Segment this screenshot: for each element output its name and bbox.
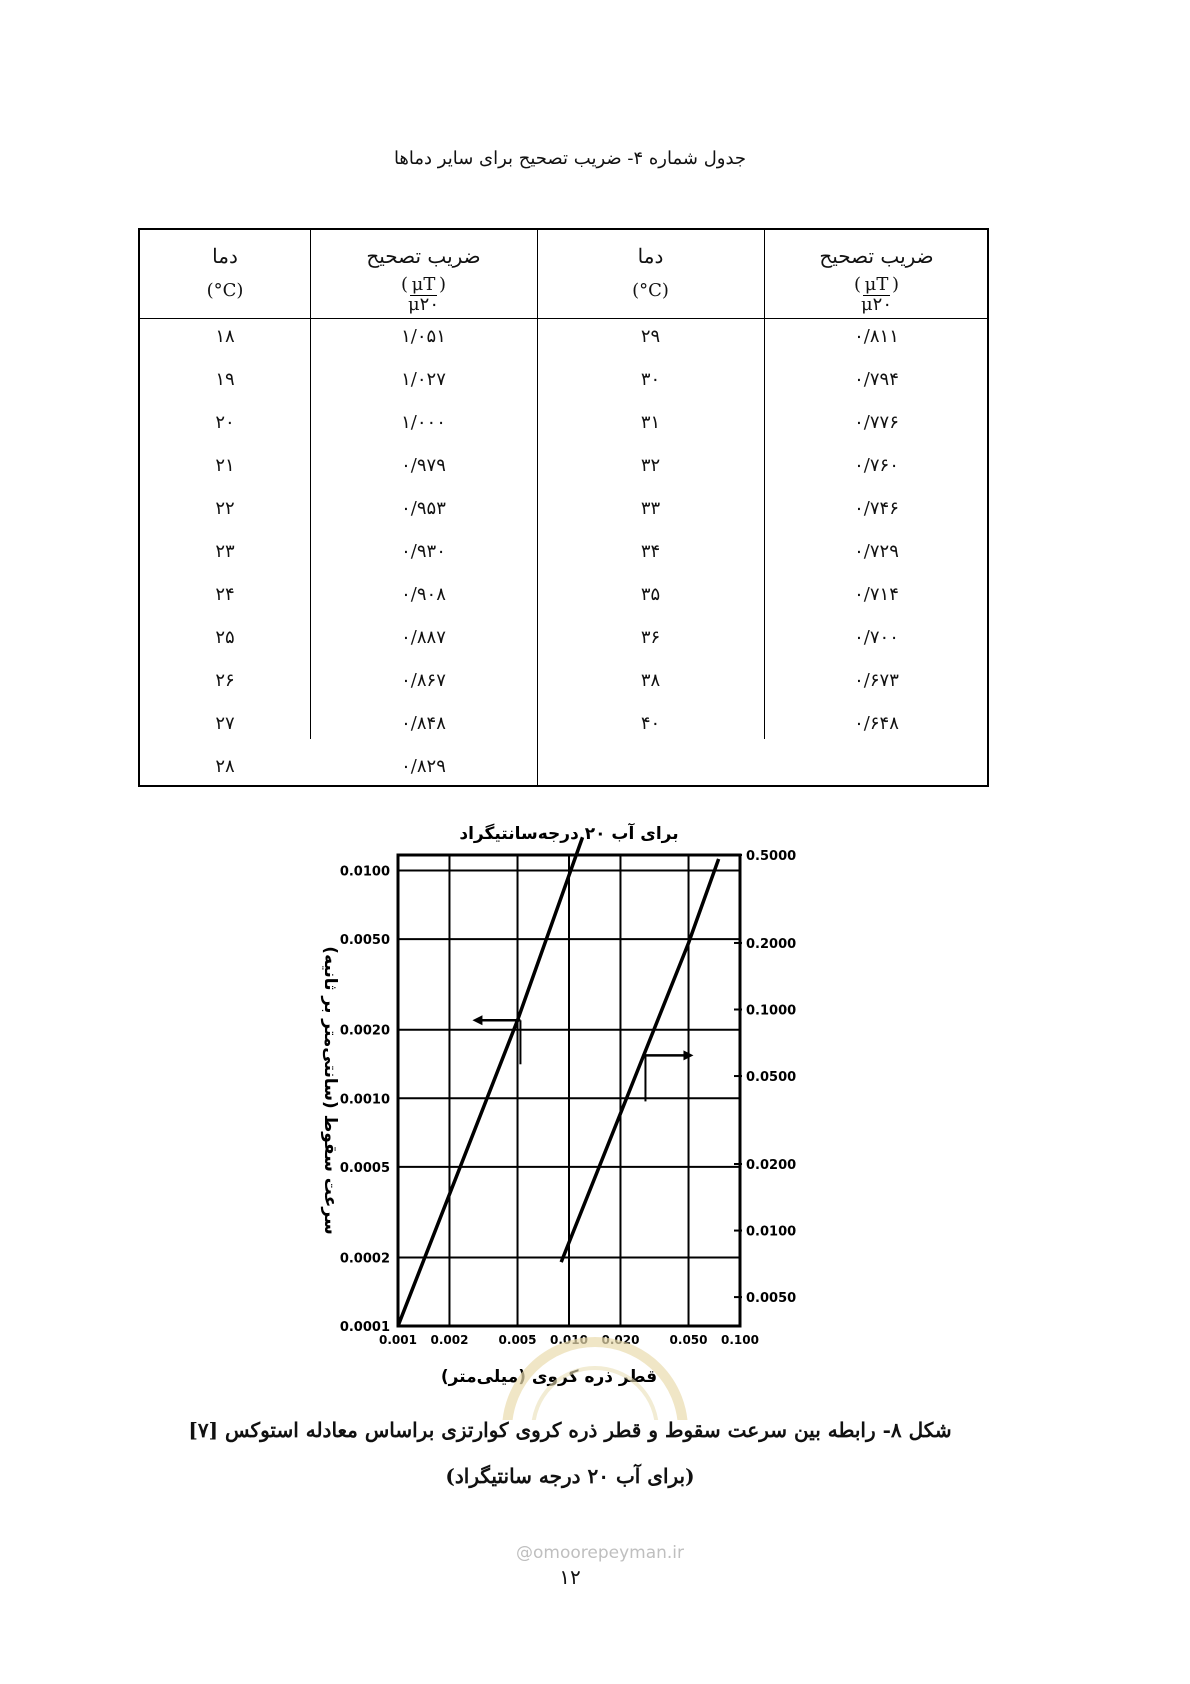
header-factor-label: ضریب تصحیح [366,244,481,268]
y-left-tick-label: 0.0010 [339,1092,390,1108]
header-temp-label: دما [637,244,664,268]
temp-cell: ۳۶ [640,627,661,648]
x-tick-label: 0.002 [430,1333,469,1347]
temp-cell: ۲۷ [215,713,235,734]
factor-cell: ۰/۸۸۷ [401,627,446,648]
temp-cell: ۲۶ [215,670,235,691]
header-temp-unit: (°C) [206,280,244,301]
y-right-tick-label: 0.1000 [746,1003,797,1019]
x-tick-label: 0.050 [669,1333,708,1347]
temp-cell: ۲۸ [215,756,235,777]
left-axis-arrowhead [472,1015,482,1025]
factor-cell: ۱/۰۰۰ [401,412,446,433]
header-factor-label: ضریب تصحیح [819,244,934,268]
y-right-tick-label: 0.0100 [746,1224,797,1240]
y-left-tick-label: 0.0005 [339,1160,390,1176]
temp-cell: ۳۵ [640,584,661,605]
y-left-tick-label: 0.0001 [339,1320,390,1335]
figure-caption-subtitle: (برای آب ۲۰ درجه سانتیگراد) [445,1464,695,1488]
temp-cell: ۴۰ [640,713,661,734]
series-line-right [561,859,718,1262]
temp-cell: ۱۸ [215,326,235,347]
factor-cell: ۰/۶۴۸ [854,713,899,734]
temp-cell: ۳۴ [640,541,661,562]
temp-cell: ۲۴ [215,584,235,605]
factor-cell: ۰/۷۰۰ [854,627,899,648]
factor-cell: ۰/۷۱۴ [854,584,899,605]
factor-cell: ۰/۹۷۹ [401,455,446,476]
fraction-denominator: μ۲۰ [860,294,893,315]
series-line-left [398,837,583,1326]
temp-cell: ۲۱ [215,455,235,476]
x-axis-label: قطر ذره کروی (میلی‌متر) [440,1367,658,1387]
x-tick-label: 0.010 [550,1333,588,1347]
factor-cell: ۰/۸۴۸ [401,713,446,734]
factor-cell: ۰/۹۰۸ [401,584,446,605]
x-tick-label: 0.100 [721,1333,759,1347]
header-factor-fraction: ($\frac{\mu T}{\mu ۲۰}$ ) [400,274,447,315]
x-tick-label: 0.005 [498,1333,537,1347]
header-factor-fraction: ($\frac{\mu T}{\mu ۲۰}$ ) [853,274,900,315]
header-temp-label: دما [212,244,238,268]
temp-cell: ۳۸ [640,670,661,691]
header-temp-unit: (°C) [632,280,669,301]
factor-cell: ۰/۸۲۹ [401,756,446,777]
factor-cell: ۰/۸۶۷ [401,670,446,691]
figure-caption: شکل ۸- رابطه بین سرعت سقوط و قطر ذره کروی کوارتزی براساس معادله استوکس [۷] [188,1418,952,1442]
y-left-tick-label: 0.0002 [339,1251,390,1267]
fraction-numerator: μT [411,274,436,295]
temp-cell: ۳۱ [640,412,661,433]
y-right-tick-label: 0.0200 [746,1158,797,1174]
factor-cell: ۰/۸۱۱ [854,326,899,347]
temp-cell: ۱۹ [215,369,235,390]
factor-cell: ۰/۹۳۰ [401,541,446,562]
y-left-tick-label: 0.0050 [339,933,390,949]
y-right-tick-label: 0.5000 [746,849,797,864]
watermark-text: @omoorepeyman.ir [515,1543,685,1563]
temp-cell: ۲۲ [215,498,235,519]
temp-cell: ۲۵ [215,627,235,648]
y-right-tick-label: 0.2000 [746,936,797,952]
y-axis-label: سرعت سقوط (سانتی‌متر بر ثانیه) [320,946,340,1235]
chart-title: برای آب ۲۰ درجه‌سانتیگراد [459,824,679,844]
temp-cell: ۲۰ [215,412,235,433]
y-right-tick-label: 0.0050 [746,1291,797,1307]
factor-cell: ۱/۰۲۷ [401,369,446,390]
temp-cell: ۳۳ [640,498,661,519]
fraction-numerator: μT [864,274,889,295]
temp-cell: ۲۳ [215,541,235,562]
factor-cell: ۰/۷۹۴ [854,369,899,390]
temp-cell: ۲۹ [640,326,661,347]
y-right-tick-label: 0.0500 [746,1070,797,1086]
factor-cell: ۰/۷۲۹ [854,541,899,562]
temp-cell: ۳۰ [640,369,661,390]
y-left-tick-label: 0.0020 [339,1023,390,1039]
factor-cell: ۰/۶۷۳ [854,670,899,691]
table-title: جدول شماره ۴- ضریب تصحیح برای سایر دماها [393,148,747,169]
y-left-tick-label: 0.0100 [339,864,390,880]
factor-cell: ۰/۷۷۶ [854,412,899,433]
x-tick-label: 0.001 [379,1333,417,1347]
factor-cell: ۰/۹۵۳ [401,498,446,519]
fraction-denominator: μ۲۰ [407,294,440,315]
temp-cell: ۳۲ [640,455,661,476]
factor-cell: ۰/۷۴۶ [854,498,899,519]
x-tick-label: 0.020 [601,1333,640,1347]
factor-cell: ۰/۷۶۰ [854,455,899,476]
factor-cell: ۱/۰۵۱ [401,326,446,347]
page-number: ۱۲ [559,1565,581,1589]
